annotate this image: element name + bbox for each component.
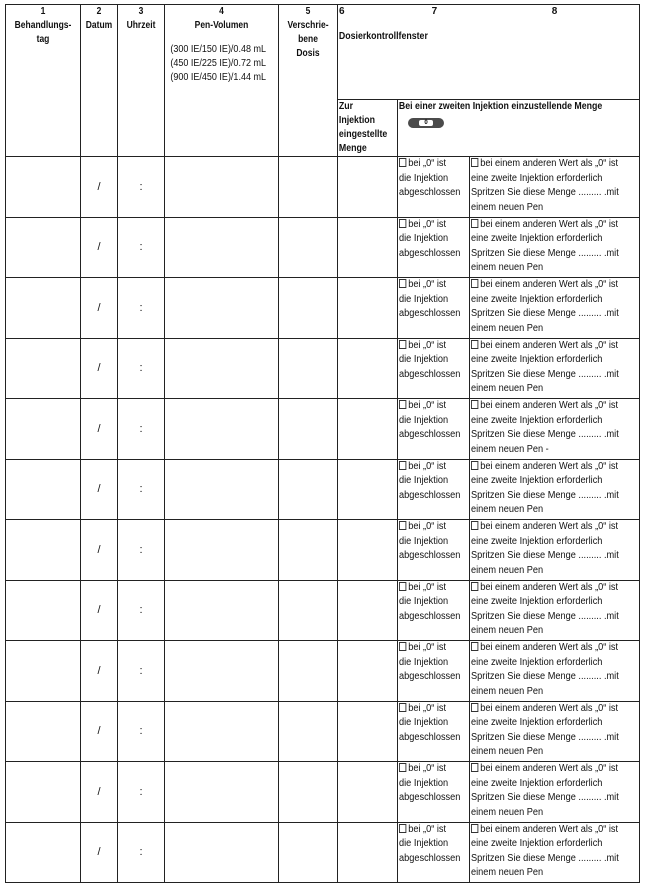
option-text: abgeschlossen bbox=[399, 550, 461, 562]
time-separator: : bbox=[139, 846, 143, 859]
time-separator: : bbox=[139, 725, 143, 738]
option-text: bei einem anderen Wert als „0“ ist bbox=[480, 521, 619, 532]
option-text: eine zweite Injektion erforderlich bbox=[471, 233, 603, 245]
option-text: einem neuen Pen bbox=[471, 383, 544, 395]
treatment-day-cell[interactable] bbox=[6, 520, 81, 581]
set-amount-cell[interactable] bbox=[338, 399, 398, 460]
option-text: die Injektion bbox=[399, 717, 449, 729]
pen-volume-cell[interactable] bbox=[165, 520, 279, 581]
table-row bbox=[6, 157, 640, 218]
option-text: bei „0“ ist bbox=[408, 218, 447, 230]
option-text: einem neuen Pen bbox=[471, 625, 544, 637]
date-separator: / bbox=[97, 483, 101, 496]
time-cell[interactable] bbox=[118, 701, 165, 762]
checkbox-icon[interactable] bbox=[399, 158, 406, 167]
option-text: abgeschlossen bbox=[399, 852, 461, 864]
option-text: bei „0“ ist bbox=[408, 460, 447, 472]
treatment-day-cell[interactable] bbox=[6, 762, 81, 823]
header-pen-volume bbox=[165, 5, 279, 157]
pen-dose-window-icon bbox=[408, 118, 444, 128]
dose-window-title: Dosierkontrollfenster bbox=[338, 31, 428, 42]
option-text: abgeschlossen bbox=[399, 671, 461, 683]
option-text: eine zweite Injektion erforderlich bbox=[471, 293, 603, 305]
option-text: eine zweite Injektion erforderlich bbox=[471, 717, 603, 729]
option-text: Spritzen Sie diese Menge ......... .mit bbox=[471, 852, 619, 864]
option-text: die Injektion bbox=[399, 656, 449, 668]
option-text: eine zweite Injektion erforderlich bbox=[471, 354, 603, 366]
second-injection-cell bbox=[470, 580, 640, 641]
option-text: die Injektion bbox=[399, 535, 449, 547]
option-text: eine zweite Injektion erforderlich bbox=[471, 475, 603, 487]
column-number: 6 bbox=[339, 6, 345, 17]
second-injection-cell bbox=[470, 641, 640, 702]
time-cell[interactable] bbox=[118, 157, 165, 218]
time-separator: : bbox=[139, 362, 143, 375]
injection-complete-cell bbox=[398, 580, 470, 641]
injection-complete-cell bbox=[398, 278, 470, 339]
date-separator: / bbox=[97, 362, 101, 375]
column-number: 5 bbox=[305, 6, 311, 17]
option-text: bei einem anderen Wert als „0“ ist bbox=[480, 460, 619, 472]
option-text: abgeschlossen bbox=[399, 308, 461, 320]
column-subtitle: Menge bbox=[338, 143, 367, 154]
column-subtitle: eingestellte bbox=[338, 129, 388, 140]
option-text: Spritzen Sie diese Menge ......... .mit bbox=[471, 368, 619, 380]
time-cell[interactable] bbox=[118, 762, 165, 823]
time-cell[interactable] bbox=[118, 580, 165, 641]
injection-complete-cell bbox=[398, 399, 470, 460]
option-text: bei einem anderen Wert als „0“ ist bbox=[480, 702, 619, 714]
checkbox-icon[interactable] bbox=[471, 582, 478, 591]
option-text: bei einem anderen Wert als „0“ ist bbox=[480, 279, 619, 290]
time-separator: : bbox=[139, 301, 143, 314]
pen-volume-cell[interactable] bbox=[165, 217, 279, 278]
option-text: bei „0“ ist bbox=[408, 279, 447, 290]
option-text: Spritzen Sie diese Menge ......... .mit bbox=[471, 308, 619, 320]
option-text: bei „0“ ist bbox=[408, 339, 447, 351]
checkbox-icon[interactable] bbox=[471, 642, 478, 651]
option-text: die Injektion bbox=[399, 838, 449, 850]
table-row bbox=[6, 399, 640, 460]
checkbox-icon[interactable] bbox=[399, 824, 406, 833]
option-text: Spritzen Sie diese Menge ......... .mit bbox=[471, 671, 619, 683]
option-text: die Injektion bbox=[399, 354, 449, 366]
treatment-day-cell[interactable] bbox=[6, 278, 81, 339]
option-text: Spritzen Sie diese Menge ......... .mit bbox=[471, 429, 619, 441]
option-text: bei einem anderen Wert als „0“ ist bbox=[480, 763, 619, 774]
option-text: bei „0“ ist bbox=[408, 823, 447, 835]
option-text: eine zweite Injektion erforderlich bbox=[471, 535, 603, 547]
column-number: 7 bbox=[431, 6, 438, 17]
second-injection-cell bbox=[470, 459, 640, 520]
time-cell[interactable] bbox=[118, 278, 165, 339]
option-text: die Injektion bbox=[399, 233, 449, 245]
pen-volume-cell[interactable] bbox=[165, 338, 279, 399]
option-text: einem neuen Pen bbox=[471, 504, 544, 516]
option-text: abgeschlossen bbox=[399, 610, 461, 622]
checkbox-icon[interactable] bbox=[399, 642, 406, 651]
option-text: bei „0“ ist bbox=[408, 400, 447, 411]
checkbox-icon[interactable] bbox=[399, 279, 406, 288]
checkbox-icon[interactable] bbox=[399, 763, 406, 772]
option-text: einem neuen Pen bbox=[471, 564, 544, 576]
prescribed-dose-cell[interactable] bbox=[279, 399, 338, 460]
time-cell[interactable] bbox=[118, 520, 165, 581]
set-amount-cell[interactable] bbox=[338, 278, 398, 339]
set-amount-cell[interactable] bbox=[338, 580, 398, 641]
column-title: Behandlungs- bbox=[14, 20, 72, 31]
injection-complete-cell bbox=[398, 641, 470, 702]
checkbox-icon[interactable] bbox=[471, 763, 478, 772]
option-text: eine zweite Injektion erforderlich bbox=[471, 777, 603, 789]
option-text: die Injektion bbox=[399, 777, 449, 789]
time-cell[interactable] bbox=[118, 399, 165, 460]
pen-volume-option: (300 IE/150 IE)/0.48 mL bbox=[170, 44, 266, 55]
date-separator: / bbox=[97, 180, 101, 193]
checkbox-icon[interactable] bbox=[471, 400, 478, 409]
option-text: bei einem anderen Wert als „0“ ist bbox=[480, 642, 619, 653]
date-separator: / bbox=[97, 543, 101, 556]
prescribed-dose-cell[interactable] bbox=[279, 217, 338, 278]
prescribed-dose-cell[interactable] bbox=[279, 338, 338, 399]
date-separator: / bbox=[97, 785, 101, 798]
option-text: die Injektion bbox=[399, 293, 449, 305]
set-amount-cell[interactable] bbox=[338, 762, 398, 823]
prescribed-dose-cell[interactable] bbox=[279, 278, 338, 339]
set-amount-cell[interactable] bbox=[338, 520, 398, 581]
option-text: einem neuen Pen bbox=[471, 806, 544, 818]
column-number: 4 bbox=[219, 6, 224, 17]
injection-complete-cell bbox=[398, 217, 470, 278]
header-treatment-day bbox=[6, 5, 81, 157]
table-row bbox=[6, 641, 640, 702]
header-dose-window-group bbox=[338, 5, 640, 100]
option-text: bei einem anderen Wert als „0“ ist bbox=[480, 823, 619, 835]
option-text: bei einem anderen Wert als „0“ ist bbox=[480, 158, 619, 169]
treatment-day-cell[interactable] bbox=[6, 399, 81, 460]
set-amount-cell[interactable] bbox=[338, 641, 398, 702]
checkbox-icon[interactable] bbox=[471, 521, 478, 530]
time-separator: : bbox=[139, 483, 143, 496]
option-text: Spritzen Sie diese Menge ......... .mit bbox=[471, 550, 619, 562]
option-text: die Injektion bbox=[399, 172, 449, 184]
second-injection-cell bbox=[470, 157, 640, 218]
treatment-day-cell[interactable] bbox=[6, 580, 81, 641]
date-cell[interactable] bbox=[81, 459, 118, 520]
date-cell[interactable] bbox=[81, 338, 118, 399]
set-amount-cell[interactable] bbox=[338, 338, 398, 399]
date-cell[interactable] bbox=[81, 822, 118, 883]
date-cell[interactable] bbox=[81, 520, 118, 581]
date-separator: / bbox=[97, 301, 101, 314]
date-separator: / bbox=[97, 422, 101, 435]
header-second-injection-amount bbox=[398, 100, 640, 157]
checkbox-icon[interactable] bbox=[399, 521, 406, 530]
time-cell[interactable] bbox=[118, 459, 165, 520]
option-text: eine zweite Injektion erforderlich bbox=[471, 656, 603, 668]
injection-complete-cell bbox=[398, 701, 470, 762]
pen-volume-cell[interactable] bbox=[165, 701, 279, 762]
date-cell[interactable] bbox=[81, 399, 118, 460]
time-cell[interactable] bbox=[118, 822, 165, 883]
pen-volume-cell[interactable] bbox=[165, 641, 279, 702]
date-cell[interactable] bbox=[81, 580, 118, 641]
table-row bbox=[6, 338, 640, 399]
option-text: Spritzen Sie diese Menge ......... .mit bbox=[471, 792, 619, 804]
treatment-day-cell[interactable] bbox=[6, 217, 81, 278]
treatment-day-cell[interactable] bbox=[6, 641, 81, 702]
treatment-day-cell[interactable] bbox=[6, 157, 81, 218]
option-text: Spritzen Sie diese Menge ......... .mit bbox=[471, 610, 619, 622]
option-text: abgeschlossen bbox=[399, 792, 461, 804]
option-text: bei „0“ ist bbox=[408, 158, 447, 169]
header-date bbox=[81, 5, 118, 157]
checkbox-icon[interactable] bbox=[471, 703, 478, 712]
date-cell[interactable] bbox=[81, 701, 118, 762]
column-subtitle: Zur Injektion bbox=[338, 101, 376, 126]
option-text: bei einem anderen Wert als „0“ ist bbox=[480, 339, 619, 351]
second-injection-cell bbox=[470, 762, 640, 823]
pen-volume-option: (450 IE/225 IE)/0.72 mL bbox=[170, 58, 266, 69]
option-text: die Injektion bbox=[399, 596, 449, 608]
checkbox-icon[interactable] bbox=[399, 340, 406, 349]
pen-dose-display: 0 bbox=[419, 120, 433, 126]
option-text: bei einem anderen Wert als „0“ ist bbox=[480, 581, 619, 593]
pen-volume-cell[interactable] bbox=[165, 278, 279, 339]
injection-complete-cell bbox=[398, 459, 470, 520]
time-separator: : bbox=[139, 422, 143, 435]
time-separator: : bbox=[139, 604, 143, 617]
pen-volume-cell[interactable] bbox=[165, 762, 279, 823]
column-title: Datum bbox=[85, 20, 113, 31]
option-text: Spritzen Sie diese Menge ......... .mit bbox=[471, 731, 619, 743]
column-number: 2 bbox=[96, 6, 102, 17]
set-amount-cell[interactable] bbox=[338, 822, 398, 883]
option-text: bei einem anderen Wert als „0“ ist bbox=[480, 218, 619, 230]
option-text: eine zweite Injektion erforderlich bbox=[471, 596, 603, 608]
group-numbers bbox=[338, 5, 639, 19]
option-text: abgeschlossen bbox=[399, 489, 461, 501]
second-injection-cell bbox=[470, 217, 640, 278]
prescribed-dose-cell[interactable] bbox=[279, 520, 338, 581]
column-title: Uhrzeit bbox=[126, 20, 156, 31]
pen-volume-cell[interactable] bbox=[165, 459, 279, 520]
set-amount-cell[interactable] bbox=[338, 217, 398, 278]
date-separator: / bbox=[97, 664, 101, 677]
option-text: abgeschlossen bbox=[399, 731, 461, 743]
option-text: abgeschlossen bbox=[399, 368, 461, 380]
column-subtitle: Bei einer zweiten Injektion einzustellende Menge bbox=[398, 101, 603, 112]
option-text: bei „0“ ist bbox=[408, 521, 447, 532]
table-row bbox=[6, 822, 640, 883]
pen-volume-cell[interactable] bbox=[165, 822, 279, 883]
option-text: einem neuen Pen bbox=[471, 201, 544, 213]
column-number: 3 bbox=[138, 6, 144, 17]
option-text: bei „0“ ist bbox=[408, 581, 447, 593]
option-text: Spritzen Sie diese Menge ......... .mit bbox=[471, 247, 619, 259]
option-text: die Injektion bbox=[399, 475, 449, 487]
option-text: eine zweite Injektion erforderlich bbox=[471, 414, 603, 426]
option-text: einem neuen Pen - bbox=[471, 443, 549, 455]
injection-complete-cell bbox=[398, 822, 470, 883]
option-text: abgeschlossen bbox=[399, 187, 461, 199]
treatment-day-cell[interactable] bbox=[6, 822, 81, 883]
option-text: Spritzen Sie diese Menge ......... .mit bbox=[471, 489, 619, 501]
header-set-amount bbox=[338, 100, 398, 157]
checkbox-icon[interactable] bbox=[399, 461, 406, 470]
treatment-day-cell[interactable] bbox=[6, 338, 81, 399]
option-text: die Injektion bbox=[399, 414, 449, 426]
checkbox-icon[interactable] bbox=[471, 219, 478, 228]
injection-complete-cell bbox=[398, 762, 470, 823]
time-separator: : bbox=[139, 664, 143, 677]
column-title: Pen-Volumen bbox=[194, 20, 249, 31]
checkbox-icon[interactable] bbox=[471, 158, 478, 167]
table-row bbox=[6, 459, 640, 520]
option-text: einem neuen Pen bbox=[471, 685, 544, 697]
column-number: 1 bbox=[40, 6, 46, 17]
column-title: Dosis bbox=[296, 48, 320, 59]
table-row bbox=[6, 762, 640, 823]
treatment-day-cell[interactable] bbox=[6, 701, 81, 762]
date-cell[interactable] bbox=[81, 762, 118, 823]
table-row bbox=[6, 580, 640, 641]
checkbox-icon[interactable] bbox=[471, 279, 478, 288]
table-row bbox=[6, 701, 640, 762]
date-separator: / bbox=[97, 241, 101, 254]
checkbox-icon[interactable] bbox=[471, 340, 478, 349]
checkbox-icon[interactable] bbox=[399, 219, 406, 228]
treatment-day-cell[interactable] bbox=[6, 459, 81, 520]
option-text: eine zweite Injektion erforderlich bbox=[471, 838, 603, 850]
pen-volume-cell[interactable] bbox=[165, 157, 279, 218]
option-text: Spritzen Sie diese Menge ......... .mit bbox=[471, 187, 619, 199]
header-time bbox=[118, 5, 165, 157]
second-injection-cell bbox=[470, 701, 640, 762]
checkbox-icon[interactable] bbox=[399, 703, 406, 712]
column-title: Verschrie- bbox=[287, 20, 329, 31]
second-injection-cell bbox=[470, 520, 640, 581]
prescribed-dose-cell[interactable] bbox=[279, 701, 338, 762]
checkbox-icon[interactable] bbox=[399, 400, 406, 409]
time-separator: : bbox=[139, 785, 143, 798]
checkbox-icon[interactable] bbox=[399, 582, 406, 591]
option-text: bei „0“ ist bbox=[408, 642, 447, 653]
table-row bbox=[6, 217, 640, 278]
second-injection-cell bbox=[470, 338, 640, 399]
time-cell[interactable] bbox=[118, 338, 165, 399]
injection-complete-cell bbox=[398, 520, 470, 581]
table-row bbox=[6, 520, 640, 581]
checkbox-icon[interactable] bbox=[471, 461, 478, 470]
set-amount-cell[interactable] bbox=[338, 701, 398, 762]
date-cell[interactable] bbox=[81, 641, 118, 702]
option-text: einem neuen Pen bbox=[471, 746, 544, 758]
option-text: abgeschlossen bbox=[399, 247, 461, 259]
time-cell[interactable] bbox=[118, 641, 165, 702]
column-number: 8 bbox=[551, 6, 558, 17]
option-text: einem neuen Pen bbox=[471, 322, 544, 334]
table-row bbox=[6, 278, 640, 339]
prescribed-dose-cell[interactable] bbox=[279, 822, 338, 883]
time-separator: : bbox=[139, 543, 143, 556]
option-text: eine zweite Injektion erforderlich bbox=[471, 172, 603, 184]
date-cell[interactable] bbox=[81, 217, 118, 278]
date-separator: / bbox=[97, 846, 101, 859]
checkbox-icon[interactable] bbox=[471, 824, 478, 833]
option-text: abgeschlossen bbox=[399, 429, 461, 441]
pen-volume-cell[interactable] bbox=[165, 580, 279, 641]
column-title: tag bbox=[36, 34, 50, 45]
second-injection-cell bbox=[470, 399, 640, 460]
pen-volume-cell[interactable] bbox=[165, 399, 279, 460]
option-text: bei „0“ ist bbox=[408, 763, 447, 774]
second-injection-cell bbox=[470, 822, 640, 883]
prescribed-dose-cell[interactable] bbox=[279, 580, 338, 641]
prescribed-dose-cell[interactable] bbox=[279, 641, 338, 702]
option-text: bei einem anderen Wert als „0“ ist bbox=[480, 400, 619, 411]
set-amount-cell[interactable] bbox=[338, 157, 398, 218]
pen-volume-option: (900 IE/450 IE)/1.44 mL bbox=[170, 72, 266, 83]
injection-complete-cell bbox=[398, 157, 470, 218]
header-prescribed-dose bbox=[279, 5, 338, 157]
date-cell[interactable] bbox=[81, 157, 118, 218]
time-separator: : bbox=[139, 241, 143, 254]
set-amount-cell[interactable] bbox=[338, 459, 398, 520]
column-title: bene bbox=[298, 34, 318, 45]
option-text: einem neuen Pen bbox=[471, 867, 544, 879]
option-text: bei „0“ ist bbox=[408, 702, 447, 714]
time-separator: : bbox=[139, 180, 143, 193]
date-cell[interactable] bbox=[81, 278, 118, 339]
second-injection-cell bbox=[470, 278, 640, 339]
prescribed-dose-cell[interactable] bbox=[279, 157, 338, 218]
time-cell[interactable] bbox=[118, 217, 165, 278]
prescribed-dose-cell[interactable] bbox=[279, 762, 338, 823]
date-separator: / bbox=[97, 725, 101, 738]
pen-volume-options bbox=[165, 43, 267, 85]
date-separator: / bbox=[97, 604, 101, 617]
injection-log-table bbox=[5, 4, 640, 883]
injection-complete-cell bbox=[398, 338, 470, 399]
prescribed-dose-cell[interactable] bbox=[279, 459, 338, 520]
option-text: einem neuen Pen bbox=[471, 262, 544, 274]
